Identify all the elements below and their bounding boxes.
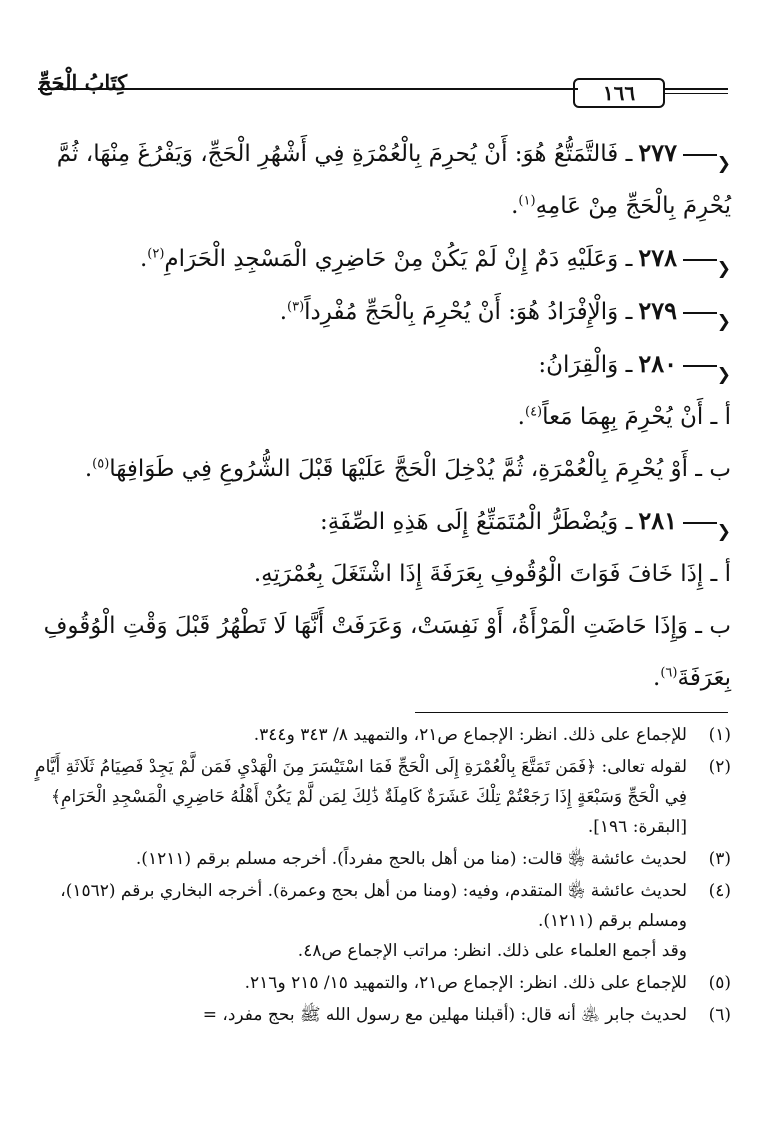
- paragraph-marker-icon: ❮: [683, 148, 731, 162]
- footnote-ref[interactable]: (١): [518, 193, 536, 209]
- book-title: كِتَابُ الْحَجِّ: [38, 70, 128, 95]
- footnote-number: (٥): [708, 973, 731, 993]
- footnote-ref[interactable]: (٥): [92, 456, 110, 472]
- paragraph-number: ٢٧٩: [638, 296, 677, 325]
- footnote-ref[interactable]: (٤): [524, 404, 543, 420]
- footnote-text: لحديث جابر ﵁ أنه قال: (أقبلنا مهلين مع رسول الله ﷺ بحج مفرد، =: [202, 1005, 687, 1025]
- paragraph-277: [35, 127, 731, 232]
- paragraph-text: ـ وَالْقِرَانُ:: [538, 352, 633, 378]
- paragraph-marker-icon: ❮: [683, 306, 731, 320]
- paragraph-278: [35, 232, 731, 285]
- paragraph-281: [35, 495, 731, 548]
- paragraph-marker-icon: ❮: [683, 359, 731, 373]
- main-text: [35, 127, 731, 704]
- paragraph-279: [35, 285, 731, 338]
- paragraph-text: ـ وَالْإِفْرَادُ هُوَ: أَنْ يُحْرِمَ بِالْحَجِّ مُفْرِداً: [304, 299, 633, 325]
- page-number: ١٦٦: [573, 78, 665, 108]
- footnote-text-continued: [البقرة: ١٩٦].: [587, 817, 687, 837]
- footnote-6: [31, 1000, 731, 1030]
- footnote-text: لحديث عائشة ﵂ قالت: (منا من أهل بالحج مفرداً). أخرجه مسلم برقم (١٢١١).: [135, 849, 687, 869]
- footnote-ref[interactable]: (٣): [287, 299, 305, 315]
- paragraph-end: .: [84, 456, 93, 482]
- footnote-number: (١): [708, 725, 731, 745]
- paragraph-number: ٢٧٧: [638, 138, 677, 167]
- footnote-separator: [415, 712, 728, 713]
- paragraph-marker-icon: ❮: [683, 516, 731, 530]
- paragraph-number: ٢٧٨: [638, 243, 677, 272]
- paragraph-text: ب ـ أَوْ يُحْرِمَ بِالْعُمْرَةِ، ثُمَّ يُدْخِلَ الْحَجَّ عَلَيْهَا قَبْلَ الشُّرُوعِ فِي طَوَافِهَا: [109, 456, 731, 482]
- footnote-ref[interactable]: (٦): [660, 665, 678, 681]
- footnote-4: [31, 876, 731, 966]
- paragraph-text: ب ـ وَإِذَا حَاضَتِ الْمَرْأَةُ، أَوْ نَفِسَتْ، وَعَرَفَتْ أَنَّهَا لَا تَطْهُرُ قَبْلَ وَقْتِ الْوُقُوفِ بِعَرَفَةَ: [43, 613, 731, 691]
- paragraph-end: .: [279, 299, 288, 325]
- paragraph-text: أ ـ أَنْ يُحْرِمَ بِهِمَا مَعاً: [542, 404, 731, 430]
- paragraph-text: أ ـ إِذَا خَافَ فَوَاتَ الْوُقُوفِ بِعَرَفَةَ إِذَا اشْتَغَلَ بِعُمْرَتِهِ.: [253, 561, 731, 587]
- header-rule-right-thin: [665, 93, 728, 94]
- footnotes: [31, 720, 731, 1032]
- footnote-text: لحديث عائشة ﵂ المتقدم، وفيه: (ومنا من أهل بحج وعمرة). أخرجه البخاري برقم (١٥٦٢)، ومسلم برقم (١٢١١).: [60, 881, 687, 931]
- footnote-text-continued: وقد أجمع العلماء على ذلك. انظر: مراتب الإجماع ص٤٨.: [297, 941, 687, 961]
- paragraph-281-b: [35, 600, 731, 704]
- page-header: [38, 60, 728, 106]
- paragraph-280-b: [35, 443, 731, 495]
- footnote-number: (٦): [708, 1005, 731, 1025]
- footnote-text: للإجماع على ذلك. انظر: الإجماع ص٢١، والتمهيد ١٥/ ٢١٥ و٢١٦.: [244, 973, 687, 993]
- paragraph-number: ٢٨٠: [638, 349, 677, 378]
- paragraph-text: ـ وَيُضْطَرُّ الْمُتَمَتِّعُ إِلَى هَذِهِ الصِّفَةِ:: [320, 509, 633, 535]
- footnote-number: (٤): [708, 881, 731, 901]
- footnote-3: [31, 844, 731, 874]
- footnote-number: (٢): [708, 757, 731, 777]
- paragraph-end: .: [511, 193, 519, 219]
- paragraph-281-a: [35, 548, 731, 600]
- paragraph-number: ٢٨١: [638, 506, 677, 535]
- footnote-text: لقوله تعالى: ﴿فَمَن تَمَتَّعَ بِالْعُمْرَةِ إِلَى الْحَجِّ فَمَا اسْتَيْسَرَ مِنَ الْهَدْيِ فَمَن لَّمْ يَجِدْ فَصِيَامُ ثَلَاثَةِ أَيَّامٍ فِي الْحَجِّ وَسَبْعَةٍ إِذَا رَجَعْتُمْ تِلْكَ عَشَرَةٌ كَامِلَةٌ ذَٰلِكَ لِمَن لَّمْ يَكُنْ أَهْلُهُ حَاضِرِي الْمَسْجِدِ الْحَرَامِ﴾: [35, 757, 687, 807]
- paragraph-end: .: [517, 404, 525, 430]
- header-rule-right: [665, 88, 728, 90]
- paragraph-text: ـ وَعَلَيْهِ دَمٌ إِنْ لَمْ يَكُنْ مِنْ حَاضِرِي الْمَسْجِدِ الْحَرَامِ: [164, 246, 633, 272]
- paragraph-end: .: [139, 246, 148, 272]
- paragraph-text: ـ فَالتَّمَتُّعُ هُوَ: أَنْ يُحرِمَ بِالْعُمْرَةِ فِي أَشْهُرِ الْحَجِّ، وَيَفْرُغَ مِنْهَا، ثُمَّ يُحْرِمَ بِالْحَجِّ مِنْ عَامِهِ: [56, 141, 731, 219]
- footnote-ref[interactable]: (٢): [147, 246, 165, 262]
- paragraph-marker-icon: ❮: [683, 253, 731, 267]
- footnote-1: [31, 720, 731, 750]
- paragraph-280: [35, 338, 731, 391]
- paragraph-end: .: [653, 665, 661, 691]
- footnote-number: (٣): [708, 849, 731, 869]
- paragraph-280-a: [35, 391, 731, 443]
- footnote-2: [31, 752, 731, 842]
- footnote-text: للإجماع على ذلك. انظر: الإجماع ص٢١، والتمهيد ٨/ ٣٤٣ و٣٤٤.: [253, 725, 687, 745]
- footnote-5: [31, 968, 731, 998]
